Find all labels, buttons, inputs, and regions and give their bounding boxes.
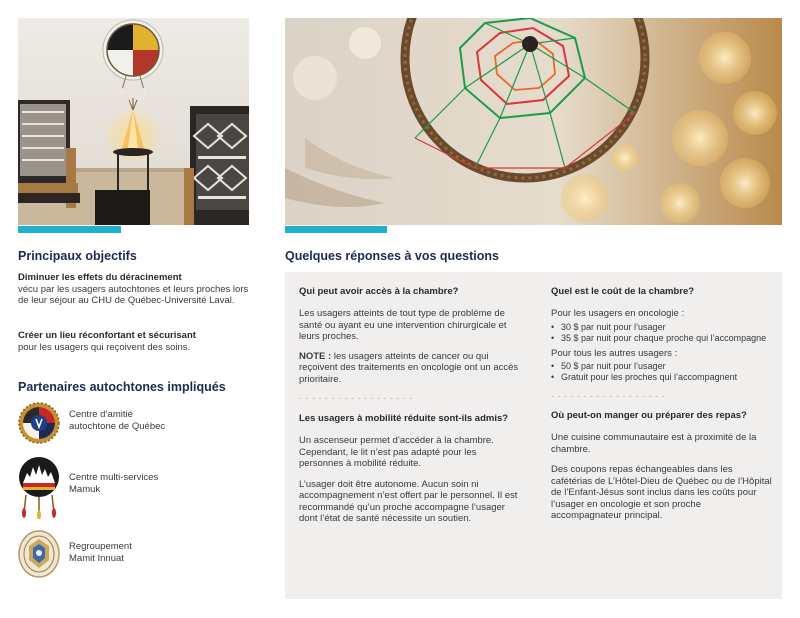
question-meals: Où peut-on manger ou préparer des repas? <box>551 410 747 421</box>
separator: - - - - - - - - - - - - - - - - - - <box>299 393 413 403</box>
mamit-innuat-logo-icon <box>18 530 60 578</box>
cost-onco-list <box>551 322 773 344</box>
partner-name-line2: Mamuk <box>69 484 101 495</box>
partners-heading: Partenaires autochtones impliqués <box>18 380 226 394</box>
objective-item <box>18 272 258 307</box>
list-item: • 50 $ par nuit pour l’usager <box>551 361 773 372</box>
cost-other-list <box>551 361 773 383</box>
mamuk-logo-icon <box>18 455 60 519</box>
question-cost: Quel est le coût de la chambre? <box>551 286 695 297</box>
answer-access: Les usagers atteints de tout type de problème de santé ou ayant eu une intervention chirurgicale et leurs proches. <box>299 308 507 342</box>
partner-name-line2: Mamit Innuat <box>69 553 124 564</box>
separator: - - - - - - - - - - - - - - - - - - <box>551 391 665 401</box>
room-photo <box>18 18 249 225</box>
qa-column-right <box>551 286 773 522</box>
objective-title: Diminuer les effets du déracinement <box>18 272 182 283</box>
dreamcatcher-photo <box>285 18 782 225</box>
answer-mobility-1: Un ascenseur permet d’accéder à la chambre. Cependant, le lit n’est pas adapté pour les personnes à mobilité réduite. <box>299 435 494 469</box>
partner-name-line2: autochtone de Québec <box>69 421 166 432</box>
partner-item <box>18 402 258 448</box>
partner-name-line1: Centre multi-services <box>69 472 159 483</box>
dreamcatcher-illustration <box>285 18 782 225</box>
question-mobility: Les usagers à mobilité réduite sont-ils admis? <box>299 413 509 424</box>
list-item: • 35 $ par nuit pour chaque proche qui l’accompagne <box>551 333 773 344</box>
cost-onco-label: Pour les usagers en oncologie : <box>551 308 685 319</box>
list-item: • 30 $ par nuit pour l’usager <box>551 322 773 333</box>
partner-name-line1: Centre d’amitié <box>69 409 133 420</box>
qa-panel <box>285 272 782 599</box>
objective-text: pour les usagers qui reçoivent des soins. <box>18 341 191 353</box>
note-label: NOTE : <box>299 350 332 362</box>
question-access: Qui peut avoir accès à la chambre? <box>299 286 459 297</box>
qa-column-left <box>299 286 521 525</box>
list-item: • Gratuit pour les proches qui l’accompagnent <box>551 372 773 383</box>
answer-mobility-2: L’usager doit être autonome. Aucun soin ni accompagnement n’est offert par le personnel. Il est recommandé qu’un proche accompagne l’usager dont l’état de santé nécessite un soutien. <box>299 478 518 524</box>
answer-meals-1: Une cuisine communautaire est à proximité de la chambre. <box>551 432 757 455</box>
questions-heading: Quelques réponses à vos questions <box>285 249 499 263</box>
partner-item <box>18 530 258 580</box>
objective-title: Créer un lieu réconfortant et sécurisant <box>18 330 196 341</box>
access-note <box>299 351 521 386</box>
objective-item <box>18 330 258 353</box>
objectives-heading: Principaux objectifs <box>18 249 137 263</box>
partner-item <box>18 455 258 519</box>
right-chair-icon <box>184 106 249 225</box>
answer-meals-2: Des coupons repas échangeables dans les cafétérias de L’Hôtel-Dieu de Québec ou de l’Hôpital de l’Enfant-Jésus sont inclus dans les coûts pour l’usager en oncologie et son proche accompagnateur principal. <box>551 464 772 521</box>
accent-bar-right <box>285 226 387 233</box>
accent-bar-left <box>18 226 121 233</box>
cost-other-label: Pour tous les autres usagers : <box>551 347 678 359</box>
note-text: les usagers atteints de cancer ou qui reçoivent des traitements en oncologie ont un accès prioritaire. <box>299 350 519 385</box>
room-illustration <box>18 18 249 225</box>
objective-text: vécu par les usagers autochtones et leurs proches lors de leur séjour au CHU de Québec-Université Laval. <box>18 283 249 306</box>
partner-name-line1: Regroupement <box>69 541 132 552</box>
centre-amitie-logo-icon <box>18 402 60 444</box>
